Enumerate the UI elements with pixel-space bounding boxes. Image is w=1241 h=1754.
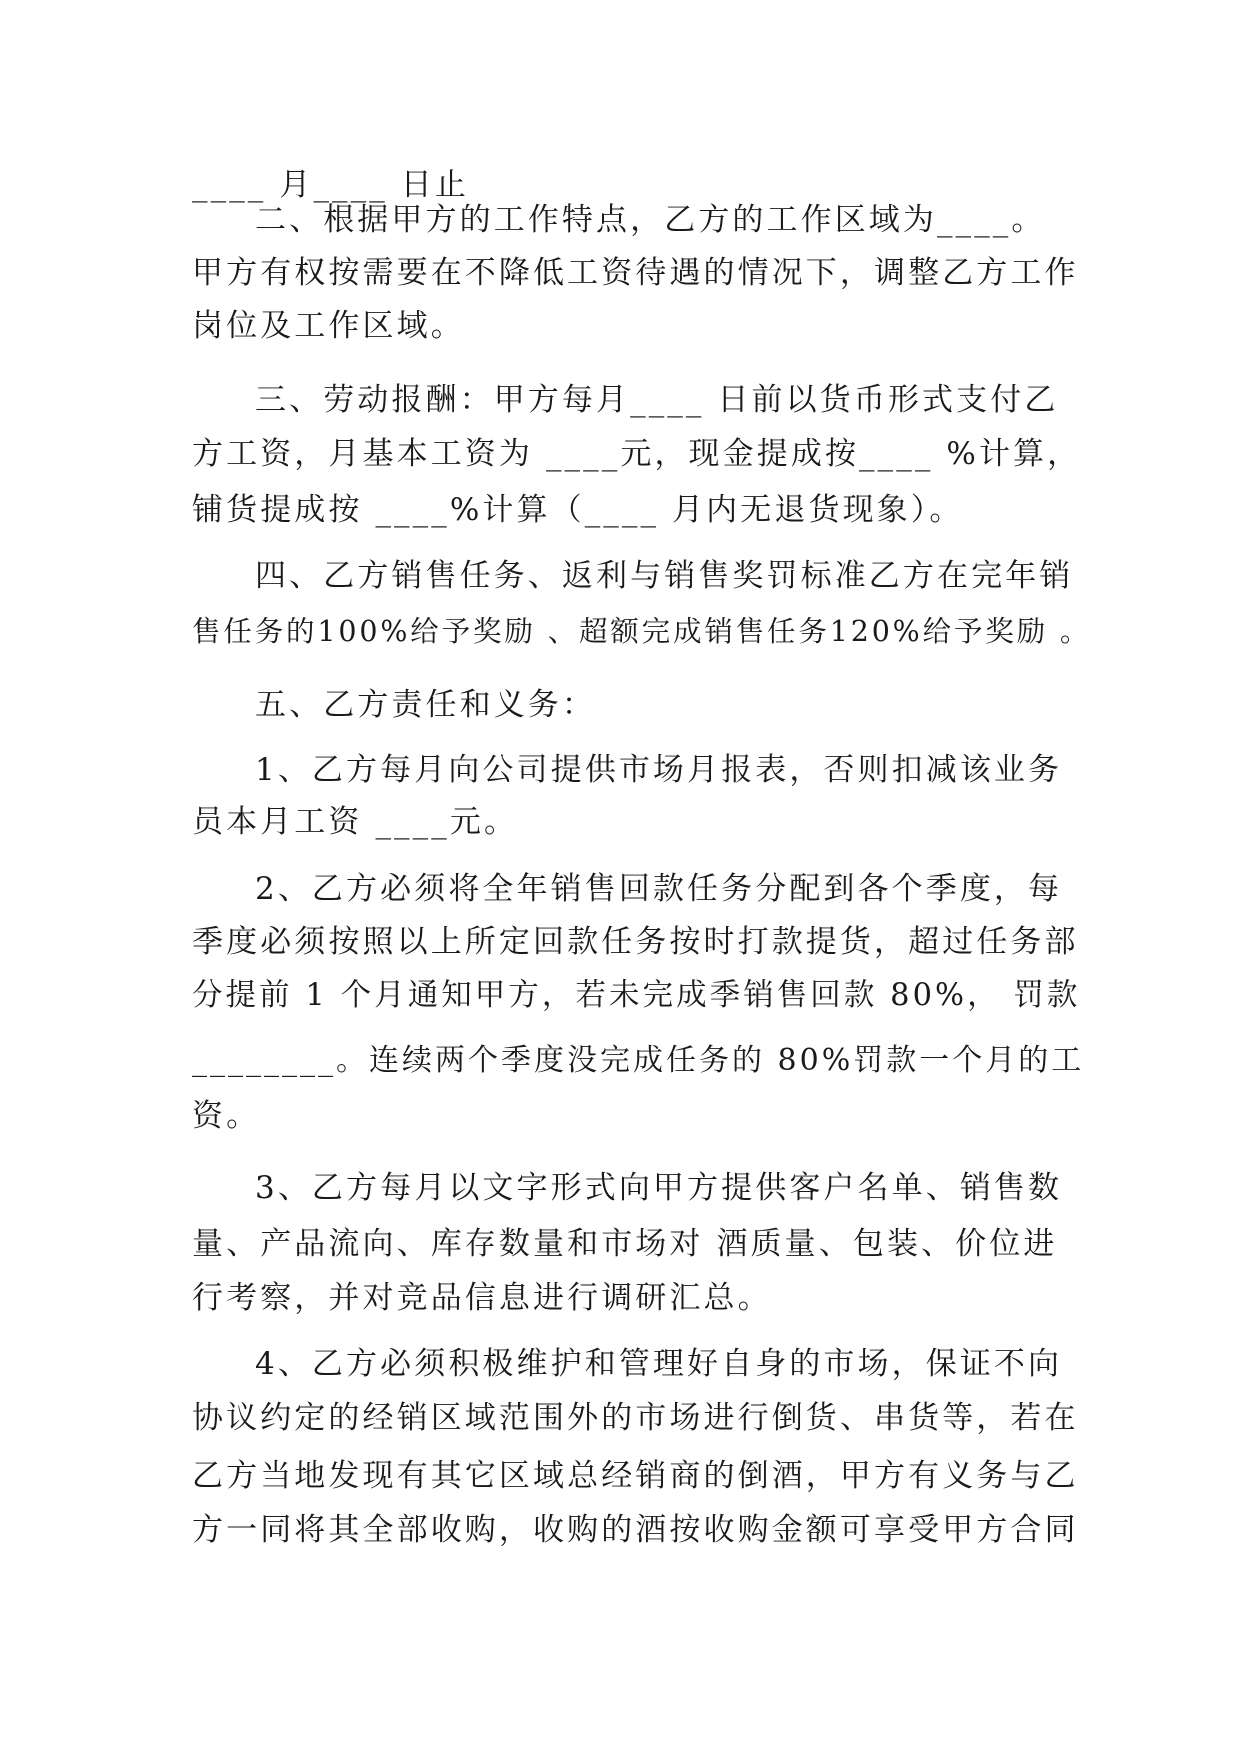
text-line-20: 行考察，并对竞品信息进行调研汇总。 bbox=[192, 1280, 772, 1316]
text-line-16: ________。连续两个季度没完成任务的 80%罚款一个月的工 bbox=[192, 1043, 1085, 1078]
text-line-22: 协议约定的经销区域范围外的市场进行倒货、串货等，若在 bbox=[192, 1400, 1079, 1436]
text-line-1: ____ 月____ 日止 bbox=[192, 167, 470, 203]
text-line-4: 岗位及工作区域。 bbox=[192, 308, 465, 344]
text-line-10: 五、乙方责任和义务： bbox=[255, 687, 596, 723]
text-line-11: 1、乙方每月向公司提供市场月报表，否则扣减该业务 bbox=[255, 752, 1063, 788]
text-line-5: 三、劳动报酬：甲方每月____ 日前以货币形式支付乙 bbox=[255, 382, 1059, 418]
text-line-14: 季度必须按照以上所定回款任务按时打款提货，超过任务部 bbox=[192, 924, 1079, 960]
text-line-12: 员本月工资 ____元。 bbox=[192, 804, 519, 840]
text-line-17: 资。 bbox=[192, 1098, 261, 1134]
text-line-8: 四、乙方销售任务、返利与销售奖罚标准乙方在完年销 bbox=[255, 558, 1074, 594]
text-line-2: 二、根据甲方的工作特点，乙方的工作区域为____。 bbox=[255, 202, 1046, 238]
text-line-18: 3、乙方每月以文字形式向甲方提供客户名单、销售数 bbox=[255, 1170, 1063, 1206]
text-line-24: 方一同将其全部收购，收购的酒按收购金额可享受甲方合同 bbox=[192, 1512, 1079, 1548]
text-line-15: 分提前 1 个月通知甲方，若未完成季销售回款 80%， 罚款 bbox=[192, 978, 1081, 1013]
text-line-6: 方工资，月基本工资为 ____元，现金提成按____ %计算， bbox=[192, 436, 1082, 472]
text-line-21: 4、乙方必须积极维护和管理好自身的市场，保证不向 bbox=[255, 1346, 1063, 1382]
text-line-3: 甲方有权按需要在不降低工资待遇的情况下，调整乙方工作 bbox=[192, 255, 1079, 291]
text-line-9: 售任务的100%给予奖励 、超额完成销售任务120%给予奖励 。 bbox=[192, 615, 1092, 648]
text-line-23: 乙方当地发现有其它区域总经销商的倒酒，甲方有义务与乙 bbox=[192, 1458, 1079, 1494]
text-line-13: 2、乙方必须将全年销售回款任务分配到各个季度，每 bbox=[255, 871, 1063, 907]
text-line-19: 量、产品流向、库存数量和市场对 酒质量、包装、价位进 bbox=[192, 1226, 1058, 1262]
text-line-7: 铺货提成按 ____%计算（____ 月内无退货现象）。 bbox=[192, 492, 964, 528]
